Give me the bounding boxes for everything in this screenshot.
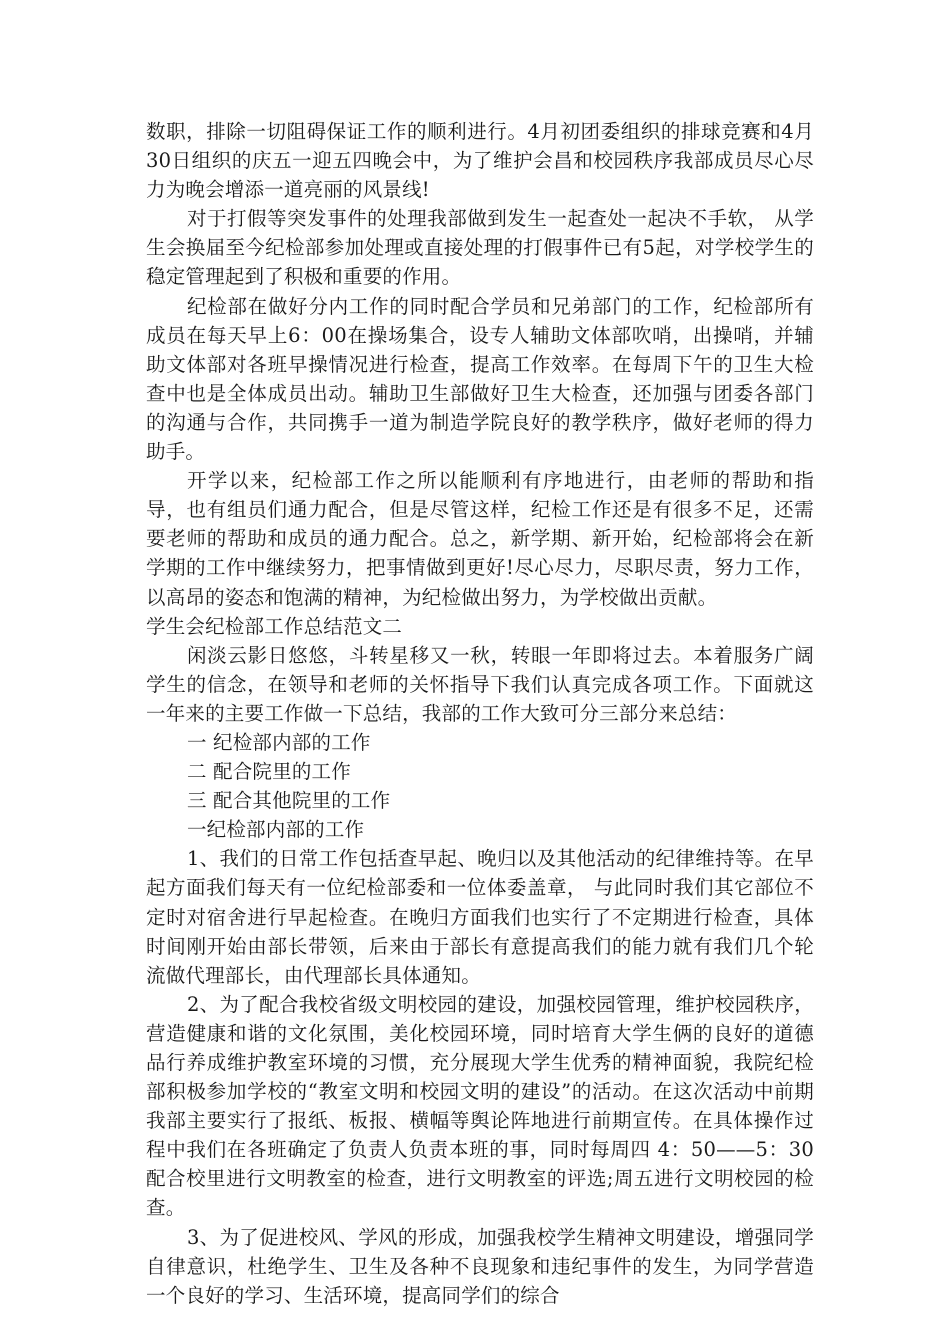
section-heading: 学生会纪检部工作总结范文二	[146, 614, 403, 638]
paragraph-item-2: 2、为了配合我校省级文明校园的建设，加强校园管理，维护校园秩序，营造健康和谐的文化氛围，美化校园环境，同时培育大学生俩的良好的道德品行养成维护教室环境的习惯，充分展现大学生优秀的精神面貌，我院纪检部积极参加学校的“教室文明和校园文明的建设”的活动。在这次活动中前期我部主要实行了报纸、板报、横幅等舆论阵地进行前期宣传。在具体操作过程中我们在各班确定了负责人负责本班的事，同时每周四 4：50——5：30配合校里进行文明教室的检查，进行文明教室的评选;周五进行文明校园的检查。	[146, 992, 814, 1220]
paragraph-continuation: 数职，排除一切阻碍保证工作的顺利进行。4月初团委组织的排球竞赛和4月30日组织的庆五一迎五四晚会中，为了维护会昌和校园秩序我部成员尽心尽力为晚会增添一道亮丽的风景线!	[146, 120, 814, 202]
paragraph-item-1: 1、我们的日常工作包括查早起、晚归以及其他活动的纪律维持等。在早起方面我们每天有一位纪检部委和一位体委盖章， 与此同时我们其它部位不定时对宿舍进行早起检查。在晚归方面我们也实行了不定期进行检查，具体时间刚开始由部长带领，后来由于部长有意提高我们的能力就有我们几个轮流做代理部长，由代理部长具体通知。	[146, 847, 814, 987]
document-page	[146, 117, 814, 1310]
outline-item-3: 三 配合其他院里的工作	[186, 789, 391, 813]
paragraph-cooperation: 纪检部在做好分内工作的同时配合学员和兄弟部门的工作，纪检部所有成员在每天早上6：00在操场集合，设专人辅助文体部吹哨，出操哨，并辅助文体部对各班早操情况进行检查，提高工作效率。在每周下午的卫生大检查中也是全体成员出动。辅助卫生部做好卫生大检查，还加强与团委各部门的沟通与合作，共同携手一道为制造学院良好的教学秩序，做好老师的得力助手。	[146, 294, 814, 464]
subsection-heading: 一纪检部内部的工作	[186, 818, 365, 842]
paragraph-summary: 开学以来，纪检部工作之所以能顺利有序地进行，由老师的帮助和指导，也有组员们通力配合，但是尽管这样，纪检工作还是有很多不足，还需要老师的帮助和成员的通力配合。总之，新学期、新开始，纪检部将会在新学期的工作中继续努力，把事情做到更好!尽心尽力，尽职尽责，努力工作，以高昂的姿态和饱满的精神，为纪检做出努力，为学校做出贡献。	[146, 469, 814, 609]
paragraph-item-3: 3、为了促进校风、学风的形成，加强我校学生精神文明建设，增强同学自律意识，杜绝学生、卫生及各种不良现象和违纪事件的发生，为同学营造一个良好的学习、生活环境，提高同学们的综合	[146, 1225, 814, 1307]
paragraph-intro: 闲淡云影日悠悠，斗转星移又一秋，转眼一年即将过去。本着服务广阔学生的信念，在领导和老师的关怀指导下我们认真完成各项工作。下面就这一年来的主要工作做一下总结，我部的工作大致可分三部分来总结：	[146, 643, 814, 725]
outline-item-1: 一 纪检部内部的工作	[186, 730, 371, 754]
outline-item-2: 二 配合院里的工作	[186, 760, 351, 784]
paragraph-anti-fraud: 对于打假等突发事件的处理我部做到发生一起查处一起决不手软， 从学生会换届至今纪检部参加处理或直接处理的打假事件已有5起，对学校学生的稳定管理起到了积极和重要的作用。	[146, 207, 814, 289]
